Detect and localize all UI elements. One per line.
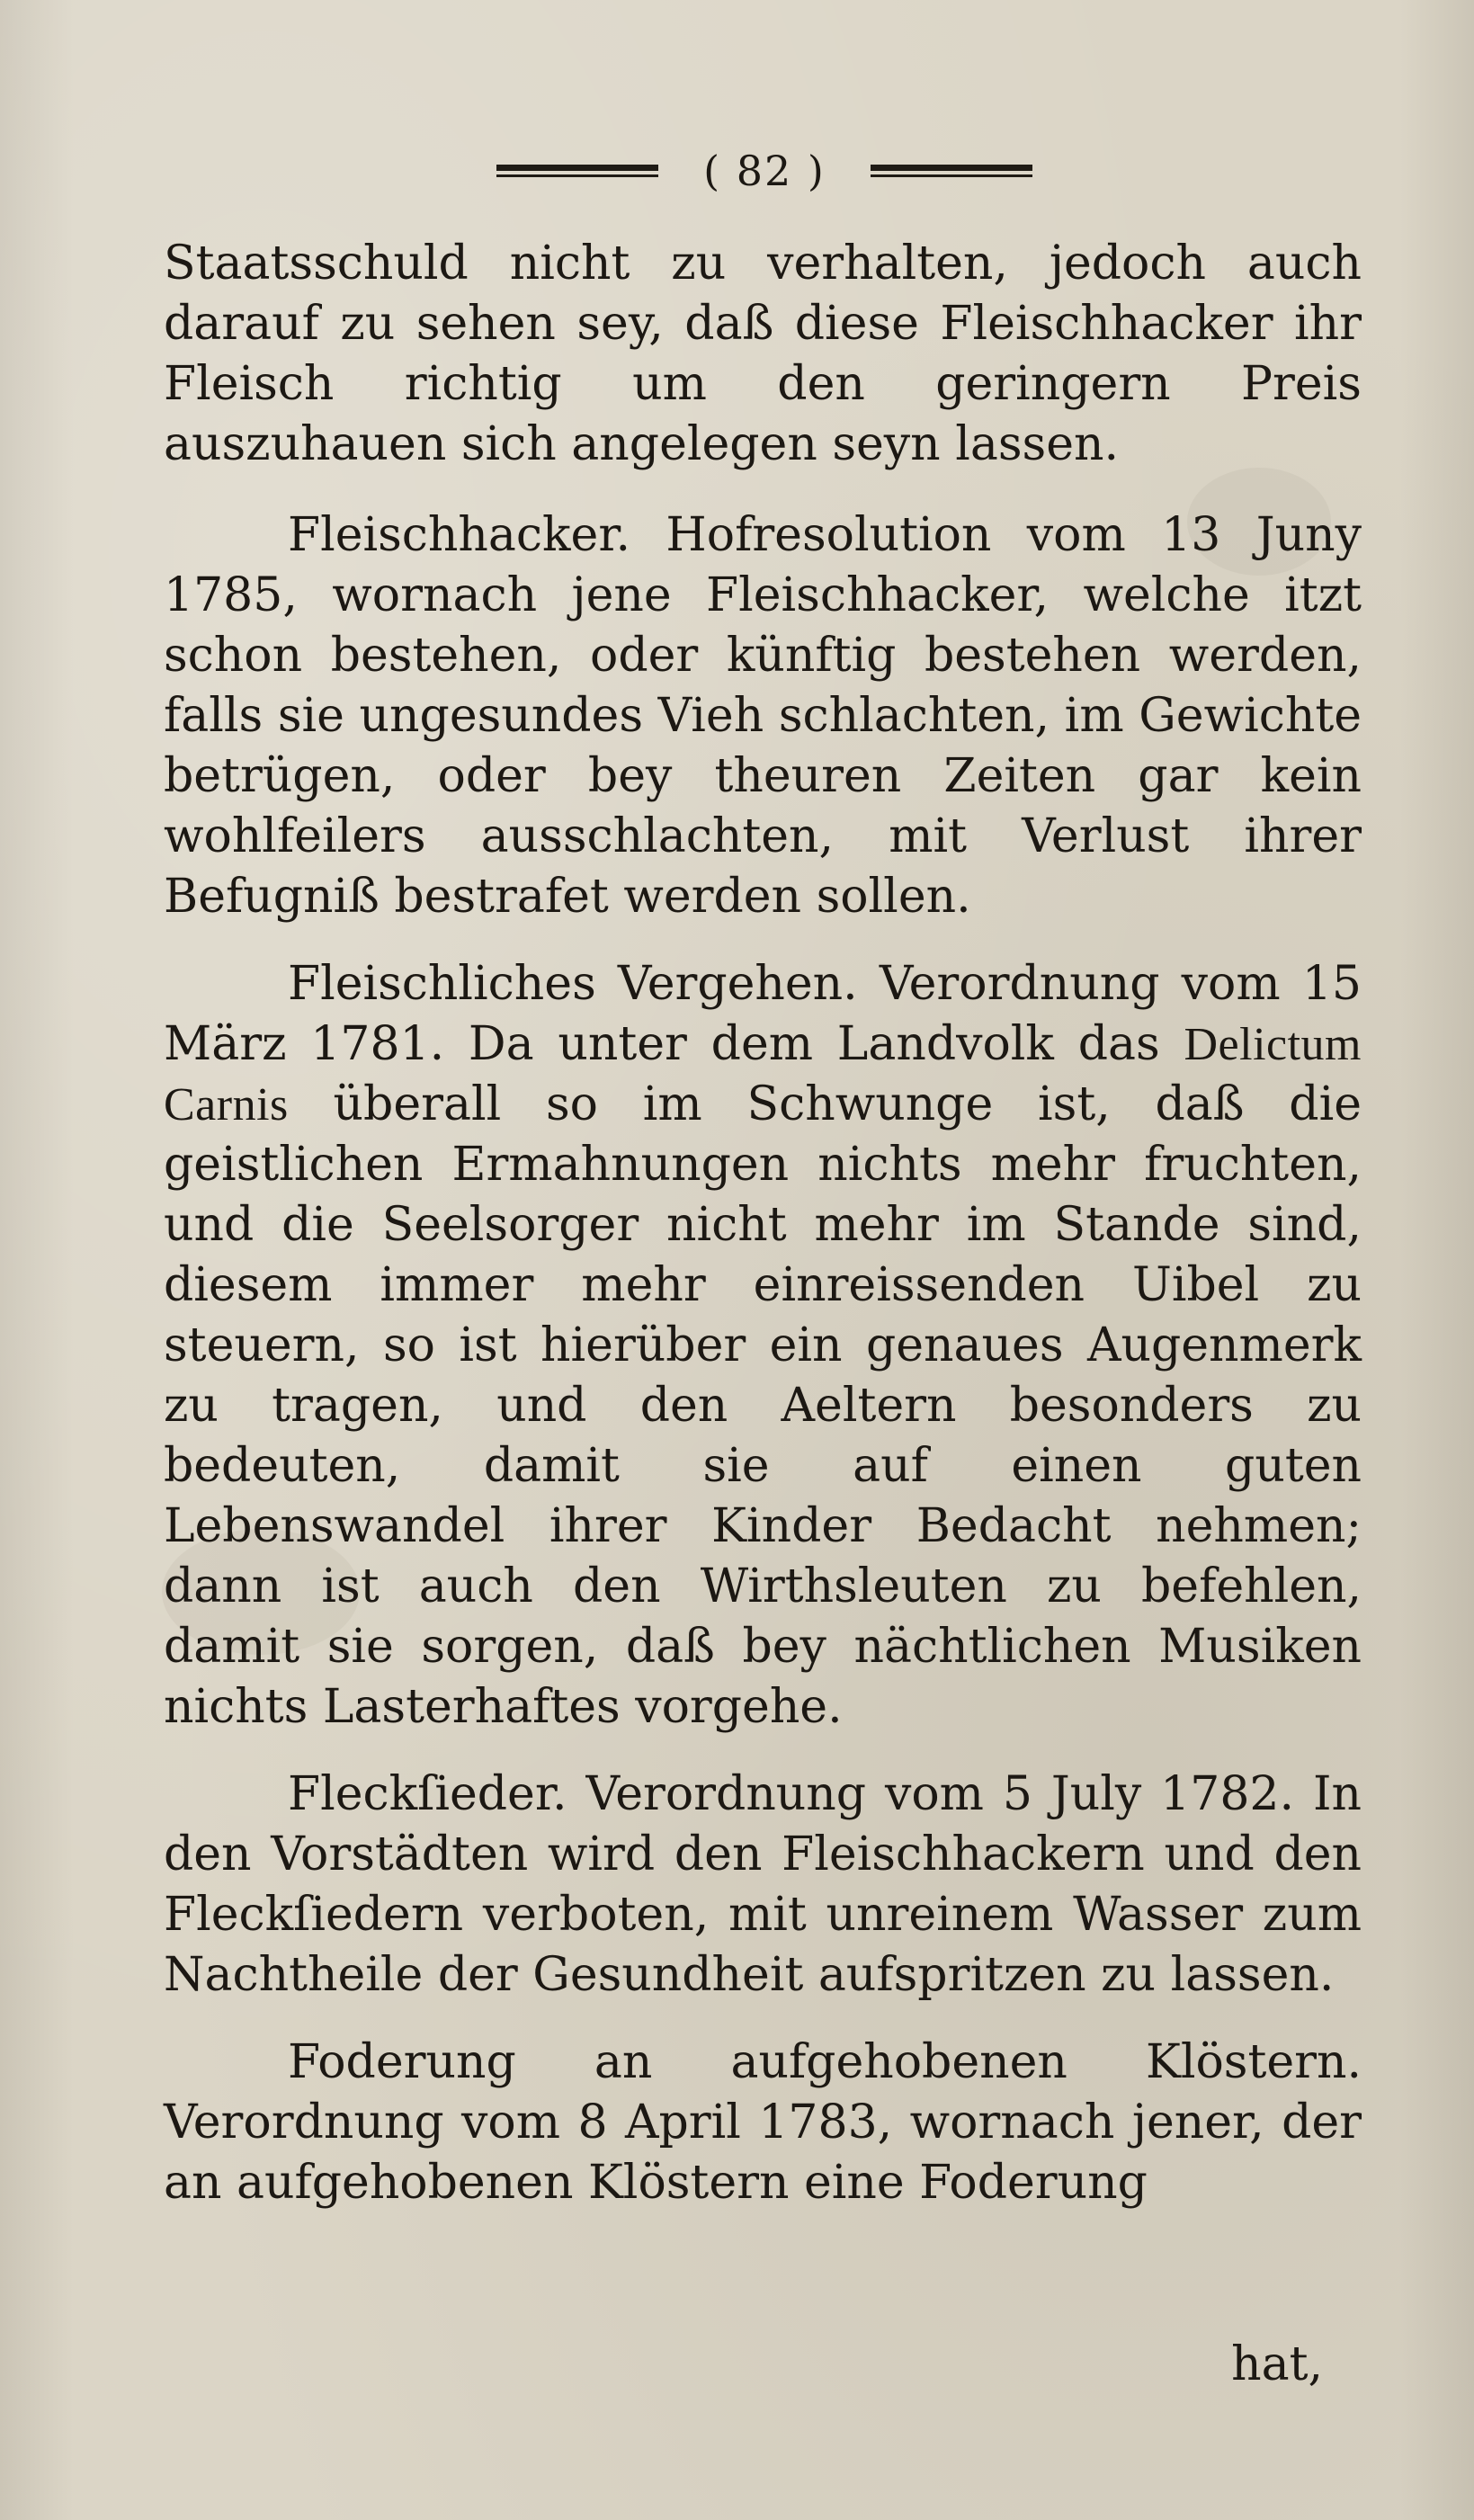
entry-lead: Fleischhacker. xyxy=(288,508,630,562)
entry-text: Verordnung vom 15 März 1781. Da unter dem Landvolk das xyxy=(164,957,1362,1071)
page-header xyxy=(468,135,1061,207)
entry-foderung xyxy=(164,2033,1362,2213)
entry-lead: Fleckſieder. xyxy=(288,1767,567,1821)
entry-text: Verordnung vom 5 July 1782. In den Vorstädten wird den Fleischhackern und den Fleckſiedern verboten, mit unreinem Wasser zum Nachtheile der Gesundheit aufspritzen zu lassen. xyxy=(164,1767,1362,2002)
entry-text: überall so im Schwunge ist, daß die geistlichen Ermahnungen nichts mehr fruchten, und die Seelsorger nicht mehr im Stande sind, diesem immer mehr einreissenden Uibel zu steuern, so ist hierüber ein genaues Augenmerk zu tragen, und den Aeltern besonders zu bedeuten, damit sie auf einen guten Lebenswandel ihrer Kinder Bedacht nehmen; dann ist auch den Wirthsleuten zu befehlen, damit sie sorgen, daß bey nächtlichen Musiken nichts Lasterhaftes vorgehe. xyxy=(164,1077,1362,1734)
entry-lead: Foderung an aufgehobenen Klöstern. xyxy=(288,2035,1362,2089)
latin-term: Delictum Carnis xyxy=(164,1019,1362,1130)
entry-flecksieder xyxy=(164,1765,1362,2006)
entry-fleischliches-vergehen xyxy=(164,954,1362,1738)
header-rule-right xyxy=(871,163,1032,179)
entry-text: Staatsschuld nicht zu verhalten, jedoch auch darauf zu sehen sey, daß diese Fleischhacker ihr Fleisch richtig um den geringern Preis auszuhauen sich angelegen seyn lassen. xyxy=(164,237,1362,471)
header-rule-left xyxy=(496,163,658,179)
entry-fleischhacker xyxy=(164,505,1362,927)
entry-text: Verordnung vom 8 April 1783, wornach jener, der an aufgehobenen Klöstern eine Foderung xyxy=(164,2096,1362,2210)
body-text xyxy=(164,234,1362,2410)
catchword: hat, xyxy=(1231,2337,1323,2391)
entry-lead: Fleischliches Vergehen. xyxy=(288,957,858,1011)
entry-continuation xyxy=(164,234,1362,475)
entry-text: Hofresolution vom 13 Juny 1785, wornach jene Fleischhacker, welche itzt schon bestehen, oder künftig bestehen werden, falls sie ungesundes Vieh schlachten, im Gewichte betrügen, oder bey theuren Zeiten gar kein wohlfeilers ausschlachten, mit Verlust ihrer Befugniß bestrafet werden sollen. xyxy=(164,508,1362,924)
page-number: ( 82 ) xyxy=(703,147,826,195)
